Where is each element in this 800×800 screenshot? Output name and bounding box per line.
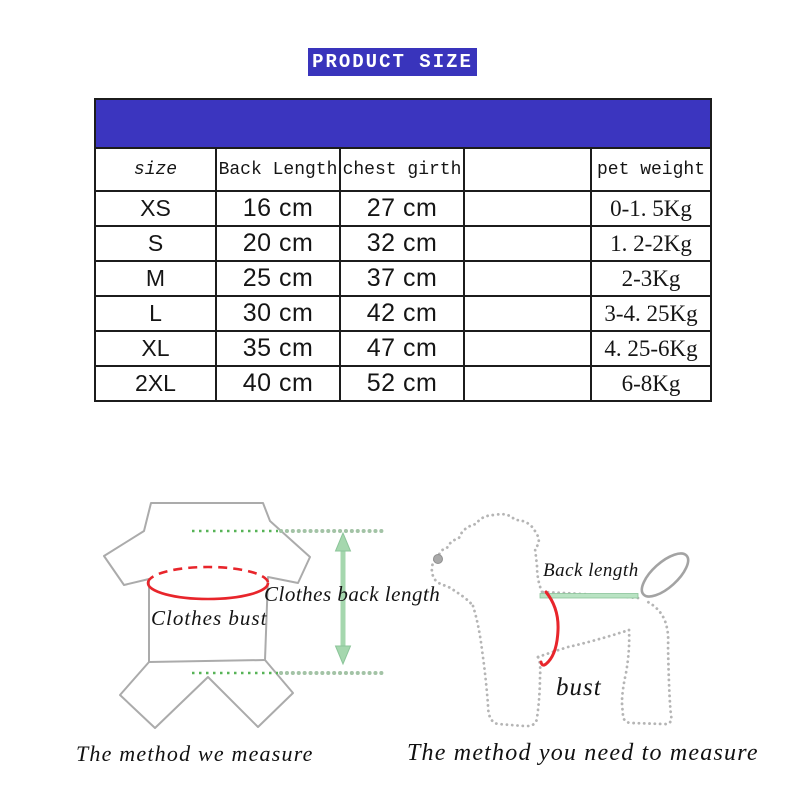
cell-back-length: 40 cm bbox=[216, 366, 340, 401]
bust-ellipse-solid-bottom bbox=[148, 583, 268, 599]
cell-back-length: 35 cm bbox=[216, 331, 340, 366]
cell-chest-girth: 52 cm bbox=[340, 366, 464, 401]
dog-belly-outline bbox=[538, 630, 629, 657]
arrow-head-up bbox=[336, 533, 351, 551]
product-size-banner-label: PRODUCT SIZE bbox=[312, 51, 473, 73]
cell-size: L bbox=[95, 296, 216, 331]
dog-back-length-line bbox=[540, 594, 638, 599]
cell-size: 2XL bbox=[95, 366, 216, 401]
dog-nose bbox=[434, 555, 443, 564]
cell-pet-weight: 2-3Kg bbox=[591, 261, 711, 296]
cell-size: XS bbox=[95, 191, 216, 226]
cell-pet-weight: 0-1. 5Kg bbox=[591, 191, 711, 226]
cell-pet-weight: 6-8Kg bbox=[591, 366, 711, 401]
cell-size: XL bbox=[95, 331, 216, 366]
cell-chest-girth: 37 cm bbox=[340, 261, 464, 296]
arrow-head-down bbox=[336, 646, 351, 664]
dog-neck-head-outline bbox=[438, 514, 542, 592]
clothes-bust-label: Clothes bust bbox=[151, 606, 268, 630]
cell-chest-girth: 42 cm bbox=[340, 296, 464, 331]
cell-chest-girth: 32 cm bbox=[340, 226, 464, 261]
dog-bust-label: bust bbox=[556, 674, 602, 701]
bust-ellipse-dashed-top bbox=[148, 567, 268, 583]
cell-back-length: 16 cm bbox=[216, 191, 340, 226]
cell-pet-weight: 1. 2-2Kg bbox=[591, 226, 711, 261]
caption-method-you-need: The method you need to measure bbox=[407, 740, 759, 766]
cell-chest-girth: 47 cm bbox=[340, 331, 464, 366]
dog-hind-leg-outline bbox=[622, 601, 671, 724]
dog-back-length-label: Back length bbox=[543, 560, 639, 581]
garment-bust-ellipse bbox=[148, 567, 268, 599]
cell-back-length: 30 cm bbox=[216, 296, 340, 331]
caption-method-we-measure: The method we measure bbox=[76, 741, 314, 766]
col-header-pet-weight: pet weight bbox=[591, 148, 711, 191]
garment-body-bottom-line bbox=[149, 660, 265, 662]
col-header-chest-girth: chest girth bbox=[340, 148, 464, 191]
dog-front-leg-outline bbox=[473, 606, 540, 726]
cell-back-length: 25 cm bbox=[216, 261, 340, 296]
clothes-back-length-label: Clothes back length bbox=[264, 582, 441, 606]
cell-pet-weight: 3-4. 25Kg bbox=[591, 296, 711, 331]
dog-tail bbox=[635, 546, 695, 603]
cell-chest-girth: 27 cm bbox=[340, 191, 464, 226]
col-header-size: size bbox=[95, 148, 216, 191]
cell-size: M bbox=[95, 261, 216, 296]
cell-back-length: 20 cm bbox=[216, 226, 340, 261]
cell-size: S bbox=[95, 226, 216, 261]
cell-pet-weight: 4. 25-6Kg bbox=[591, 331, 711, 366]
col-header-back-length: Back Length bbox=[216, 148, 340, 191]
